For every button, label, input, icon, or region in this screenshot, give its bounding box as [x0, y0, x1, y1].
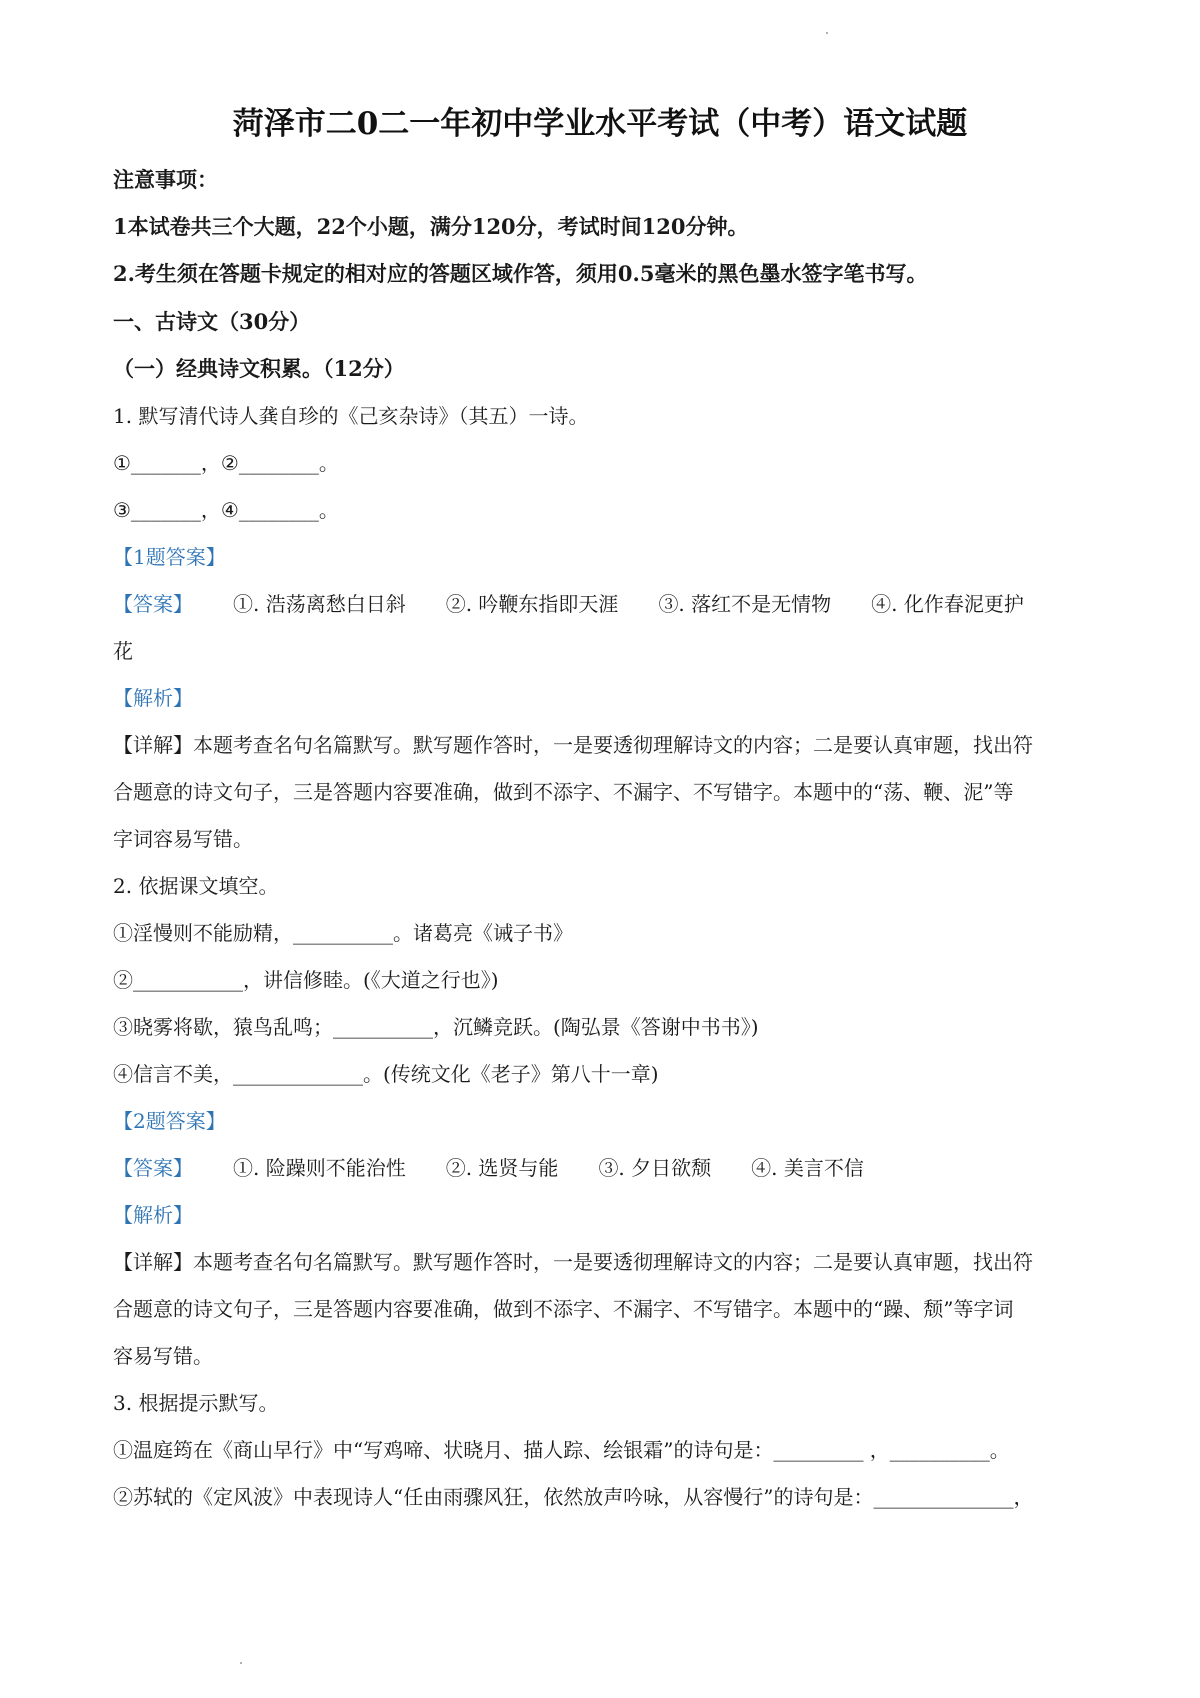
- scan-speck: [240, 1662, 242, 1664]
- q3-stem: 3. 根据提示默写。: [113, 1391, 279, 1415]
- q2-item-3: ③晓雾将歇，猿鸟乱鸣；__________，沉鳞竞跃。(陶弘景《答谢中书书》): [113, 1015, 759, 1039]
- q1-blanks-1: ①_______，②________。: [113, 451, 339, 475]
- detail-label: 【详解】: [113, 1250, 193, 1274]
- answer-item: ③. 落红不是无情物: [658, 592, 832, 616]
- answer-item: ③. 夕日欲颓: [598, 1156, 712, 1180]
- q1-blanks-2: ③_______，④________。: [113, 498, 339, 522]
- detail-text: 本题考查名句名篇默写。默写题作答时，一是要透彻理解诗文的内容；二是要认真审题，找出符: [193, 733, 1033, 757]
- notice-item-1: 1本试卷共三个大题，22个小题，满分120分，考试时间120分钟。: [113, 214, 749, 239]
- detail-text: 本题考查名句名篇默写。默写题作答时，一是要透彻理解诗文的内容；二是要认真审题，找出符: [193, 1250, 1033, 1274]
- answer-item: ②. 选贤与能: [445, 1156, 559, 1180]
- q3-item-1: ①温庭筠在《商山早行》中“写鸡啼、状晓月、描人踪、绘银霜”的诗句是：_________ ，__________。: [113, 1438, 1010, 1462]
- q3-item-2: ②苏轼的《定风波》中表现诗人“任由雨骤风狂，依然放声吟咏，从容慢行”的诗句是：______________，: [113, 1485, 1034, 1509]
- answer-item: ①. 浩荡离愁白日斜: [233, 592, 406, 616]
- answer-item: ②. 吟鞭东指即天涯: [445, 592, 619, 616]
- q1-stem: 1. 默写清代诗人龚自珍的《己亥杂诗》（其五）一诗。: [113, 404, 589, 428]
- q2-item-4: ④信言不美，_____________。(传统文化《老子》第八十一章): [113, 1062, 659, 1086]
- q1-detail-line-2: 合题意的诗文句子，三是答题内容要准确，做到不添字、不漏字、不写错字。本题中的“荡、鞭、泥”等: [113, 780, 1014, 804]
- answer-item: ④. 美言不信: [751, 1156, 864, 1180]
- q2-detail-line-1: [113, 1248, 1033, 1276]
- q1-analysis-heading: 【解析】: [113, 686, 193, 710]
- answer-item: ①. 险躁则不能治性: [233, 1156, 406, 1180]
- q1-answer-heading: 【1题答案】: [113, 545, 226, 569]
- answer-label: 【答案】: [113, 592, 193, 616]
- notice-item-2: 2.考生须在答题卡规定的相对应的答题区域作答，须用0.5毫米的黑色墨水签字笔书写。: [113, 261, 928, 286]
- section-heading: 一、古诗文（30分）: [113, 309, 311, 334]
- q1-answer-row: [113, 590, 1024, 618]
- scan-speck: [826, 32, 828, 34]
- q2-answer-row: [113, 1154, 864, 1182]
- q1-detail-line-1: [113, 731, 1033, 759]
- q1-detail-line-3: 字词容易写错。: [113, 827, 253, 851]
- q1-answer-cont: 花: [113, 639, 133, 663]
- q2-stem: 2. 依据课文填空。: [113, 874, 279, 898]
- q2-item-1: ①淫慢则不能励精，__________。诸葛亮《诫子书》: [113, 921, 573, 945]
- answer-item: ④. 化作春泥更护: [871, 592, 1024, 616]
- q2-detail-line-2: 合题意的诗文句子，三是答题内容要准确，做到不添字、不漏字、不写错字。本题中的“躁、颓”等字词: [113, 1297, 1014, 1321]
- page-title: 菏泽市二0二一年初中学业水平考试（中考）语文试题: [232, 106, 968, 142]
- q2-answer-heading: 【2题答案】: [113, 1109, 226, 1133]
- q2-item-2: ②___________，讲信修睦。(《大道之行也》): [113, 968, 499, 992]
- q2-detail-line-3: 容易写错。: [113, 1344, 213, 1368]
- notice-heading: 注意事项：: [113, 167, 218, 192]
- subsection-heading: （一）经典诗文积累。（12分）: [113, 356, 405, 381]
- detail-label: 【详解】: [113, 733, 193, 757]
- q2-analysis-heading: 【解析】: [113, 1203, 193, 1227]
- answer-label: 【答案】: [113, 1156, 193, 1180]
